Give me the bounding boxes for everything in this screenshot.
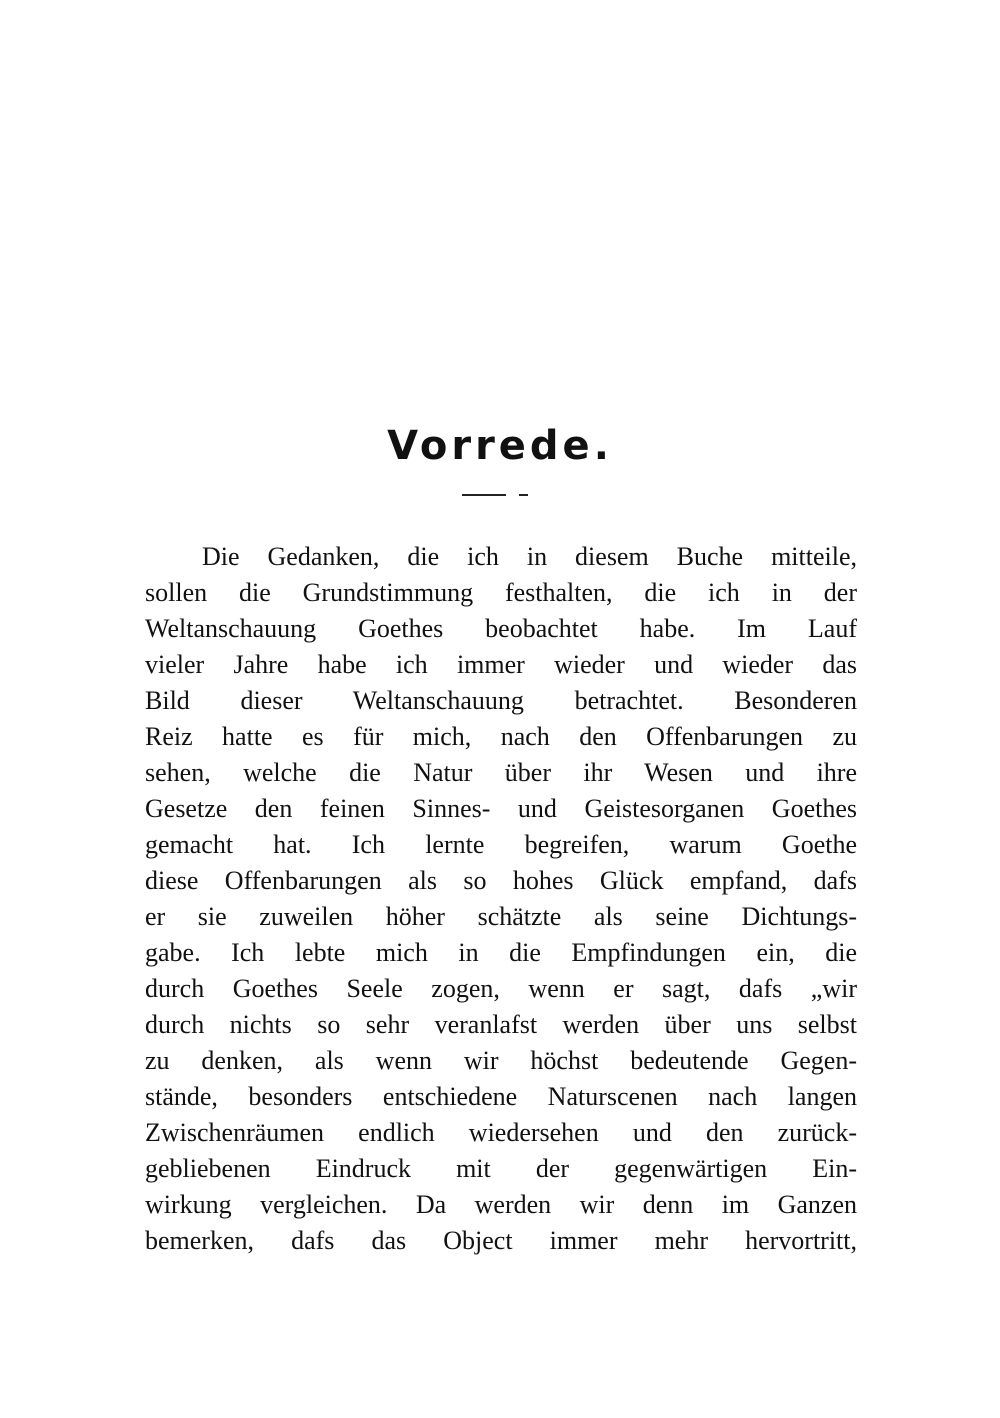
text-line: gemacht hat. Ich lernte begreifen, warum Goethe [145,830,857,859]
text-line: durch Goethes Seele zogen, wenn er sagt, dafs „wir [145,974,857,1003]
text-line: diese Offenbarungen als so hohes Glück empfand, dafs [145,866,857,895]
text-line: Gesetze den feinen Sinnes- und Geistesorganen Goethes [145,794,857,823]
title-divider-rule [462,494,506,496]
text-line: bemerken, dafs das Object immer mehr hervortritt, [145,1226,857,1255]
text-line: Zwischenräumen endlich wiedersehen und den zurück- [145,1118,857,1147]
text-line: sollen die Grundstimmung festhalten, die ich in der [145,578,857,607]
text-line: wirkung vergleichen. Da werden wir denn im Ganzen [145,1190,857,1219]
text-line: Die Gedanken, die ich in diesem Buche mitteile, [202,542,857,571]
text-line: sehen, welche die Natur über ihr Wesen und ihre [145,758,857,787]
text-line: vieler Jahre habe ich immer wieder und wieder das [145,650,857,679]
text-line: zu denken, als wenn wir höchst bedeutende Gegen- [145,1046,857,1075]
text-line: Reiz hatte es für mich, nach den Offenbarungen zu [145,722,857,751]
title-divider-dash [519,494,528,496]
text-line: er sie zuweilen höher schätzte als seine Dichtungs- [145,902,857,931]
text-line: durch nichts so sehr veranlafst werden über uns selbst [145,1010,857,1039]
body-paragraph [145,539,857,1259]
chapter-title: Vorrede. [387,423,613,469]
text-line: gebliebenen Eindruck mit der gegenwärtigen Ein- [145,1154,857,1183]
text-line: Bild dieser Weltanschauung betrachtet. Besonderen [145,686,857,715]
text-line: gabe. Ich lebte mich in die Empfindungen ein, die [145,938,857,967]
text-line: Weltanschauung Goethes beobachtet habe. Im Lauf [145,614,857,643]
text-line: stände, besonders entschiedene Naturscenen nach langen [145,1082,857,1111]
